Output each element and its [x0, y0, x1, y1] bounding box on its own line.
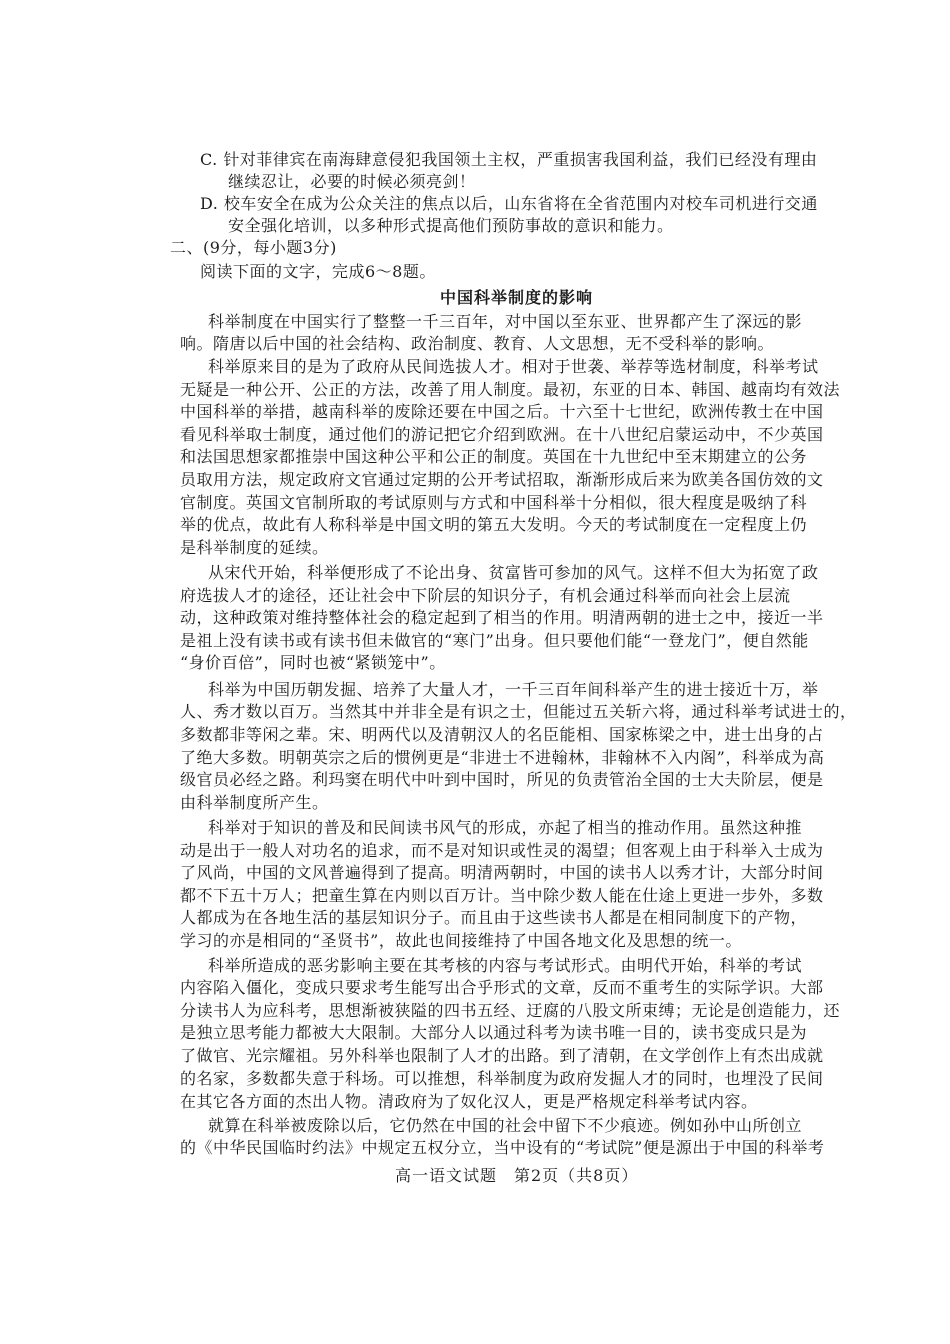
article-line: 是祖上没有读书或有读书但未做官的“寒门”出身。但只要他们能“一登龙门”，便自然能	[180, 631, 809, 650]
article-line: 人都成为在各地生活的基层知识分子。而且由于这些读书人都是在相同制度下的产物，	[180, 908, 808, 927]
article-title: 中国科举制度的影响	[440, 288, 594, 307]
article-line: 了风尚，中国的文风普遍得到了提高。明清两朝时，中国的读书人以秀才计，大部分时间	[180, 863, 824, 882]
option-c-line-2: 继续忍让，必要的时候必须亮剑！	[228, 172, 476, 191]
article-line: 官制度。英国文官制所取的考试原则与方式和中国科举十分相似，很大程度是吸纳了科	[180, 493, 808, 512]
option-c-line-1: C. 针对菲律宾在南海肆意侵犯我国领土主权，严重损害我国利益，我们已经没有理由	[200, 150, 818, 169]
article-line: 学习的亦是相同的“圣贤书”，故此也间接维持了中国各地文化及思想的统一。	[180, 931, 742, 950]
article-line: 是独立思考能力都被大大限制。大部分人以通过科考为读书唯一目的，读书变成只是为	[180, 1023, 808, 1042]
article-line: 科举所造成的恶劣影响主要在其考核的内容与考试形式。由明代开始，科举的考试	[208, 956, 803, 975]
article-line: 在其它各方面的杰出人物。清政府为了奴化汉人，更是严格规定科举考试内容。	[180, 1092, 758, 1111]
article-line: 举的优点，故此有人称科举是中国文明的第五大发明。今天的考试制度在一定程度上仍	[180, 515, 808, 534]
article-line: 员取用方法，规定政府文官通过定期的公开考试招取，渐渐形成后来为欧美各国仿效的文	[180, 470, 824, 489]
article-line: “身价百倍”，同时也被“紧锁笼中”。	[180, 653, 446, 672]
article-line: 人、秀才数以百万。当然其中并非全是有识之士，但能过五关斩六将，通过科举考试进士的，	[180, 702, 857, 721]
article-line: 府选拔人才的途径，还让社会中下阶层的知识分子，有机会通过科举而向社会上层流	[180, 586, 791, 605]
page-footer: 高一语文试题 第2页（共8页）	[395, 1166, 639, 1185]
article-line: 就算在科举被废除以后，它仍然在中国的社会中留下不少痕迹。例如孙中山所创立	[208, 1116, 803, 1135]
article-line: 是科举制度的延续。	[180, 538, 329, 557]
article-line: 的名家，多数都失意于科场。可以推想，科举制度为政府发掘人才的同时，也埋没了民间	[180, 1069, 824, 1088]
article-line: 从宋代开始，科举便形成了不论出身、贫富皆可参加的风气。这样不但大为拓宽了政	[208, 563, 819, 582]
article-line: 中国科举的举措，越南科举的废除还要在中国之后。十六至十七世纪，欧洲传教士在中国	[180, 402, 824, 421]
article-line: 级官员必经之路。利玛窦在明代中叶到中国时，所见的负责管治全国的士大夫阶层，便是	[180, 770, 824, 789]
article-line: 分读书人为应科考，思想渐被狭隘的四书五经、迂腐的八股文所束缚；无论是创造能力，还	[180, 1001, 841, 1020]
section-header: 二、(9分，每小题3分)	[170, 238, 337, 257]
article-line: 了做官、光宗耀祖。另外科举也限制了人才的出路。到了清朝，在文学创作上有杰出成就	[180, 1046, 824, 1065]
article-line: 科举对于知识的普及和民间读书风气的形成，亦起了相当的推动作用。虽然这种推	[208, 818, 803, 837]
option-d-line-1: D. 校车安全在成为公众关注的焦点以后，山东省将在全省范围内对校车司机进行交通	[200, 194, 818, 213]
article-line: 的《中华民国临时约法》中规定五权分立，当中设有的“考试院”便是源出于中国的科举考	[180, 1138, 825, 1157]
article-line: 动是出于一般人对功名的追求，而不是对知识或性灵的渴望；但客观上由于科举入士成为	[180, 841, 824, 860]
article-line: 科举为中国历朝发掘、培养了大量人才，一千三百年间科举产生的进士接近十万，举	[208, 680, 819, 699]
article-line: 都不下五十万人；把童生算在内则以百万计。当中除少数人能在仕途上更进一步外，多数	[180, 886, 824, 905]
option-d-line-2: 安全强化培训，以多种形式提高他们预防事故的意识和能力。	[228, 216, 674, 235]
article-line: 内容陷入僵化，变成只要求考生能写出合乎形式的文章，反而不重考生的实际学识。大部	[180, 978, 824, 997]
article-line: 科举制度在中国实行了整整一千三百年，对中国以至东亚、世界都产生了深远的影	[208, 312, 803, 331]
article-line: 了绝大多数。明朝英宗之后的惯例更是“非进士不进翰林，非翰林不入内阁”，科举成为高	[180, 748, 825, 767]
article-line: 科举原来目的是为了政府从民间选拔人才。相对于世袭、举荐等选材制度，科举考试	[208, 357, 819, 376]
article-line: 响。隋唐以后中国的社会结构、政治制度、教育、人文思想，无不受科举的影响。	[180, 334, 775, 353]
article-line: 动，这种政策对维持整体社会的稳定起到了相当的作用。明清两朝的进士之中，接近一半	[180, 608, 824, 627]
article-line: 和法国思想家都推崇中国这种公平和公正的制度。英国在十九世纪中至末期建立的公务	[180, 447, 808, 466]
article-line: 多数都非等闲之辈。宋、明两代以及清朝汉人的名臣能相、国家栋梁之中，进士出身的占	[180, 725, 824, 744]
article-line: 由科举制度所产生。	[180, 793, 329, 812]
article-line: 看见科举取士制度，通过他们的游记把它介绍到欧洲。在十八世纪启蒙运动中，不少英国	[180, 425, 824, 444]
section-instruction: 阅读下面的文字，完成6～8题。	[200, 262, 436, 281]
article-line: 无疑是一种公开、公正的方法，改善了用人制度。最初，东亚的日本、韩国、越南均有效法	[180, 380, 841, 399]
